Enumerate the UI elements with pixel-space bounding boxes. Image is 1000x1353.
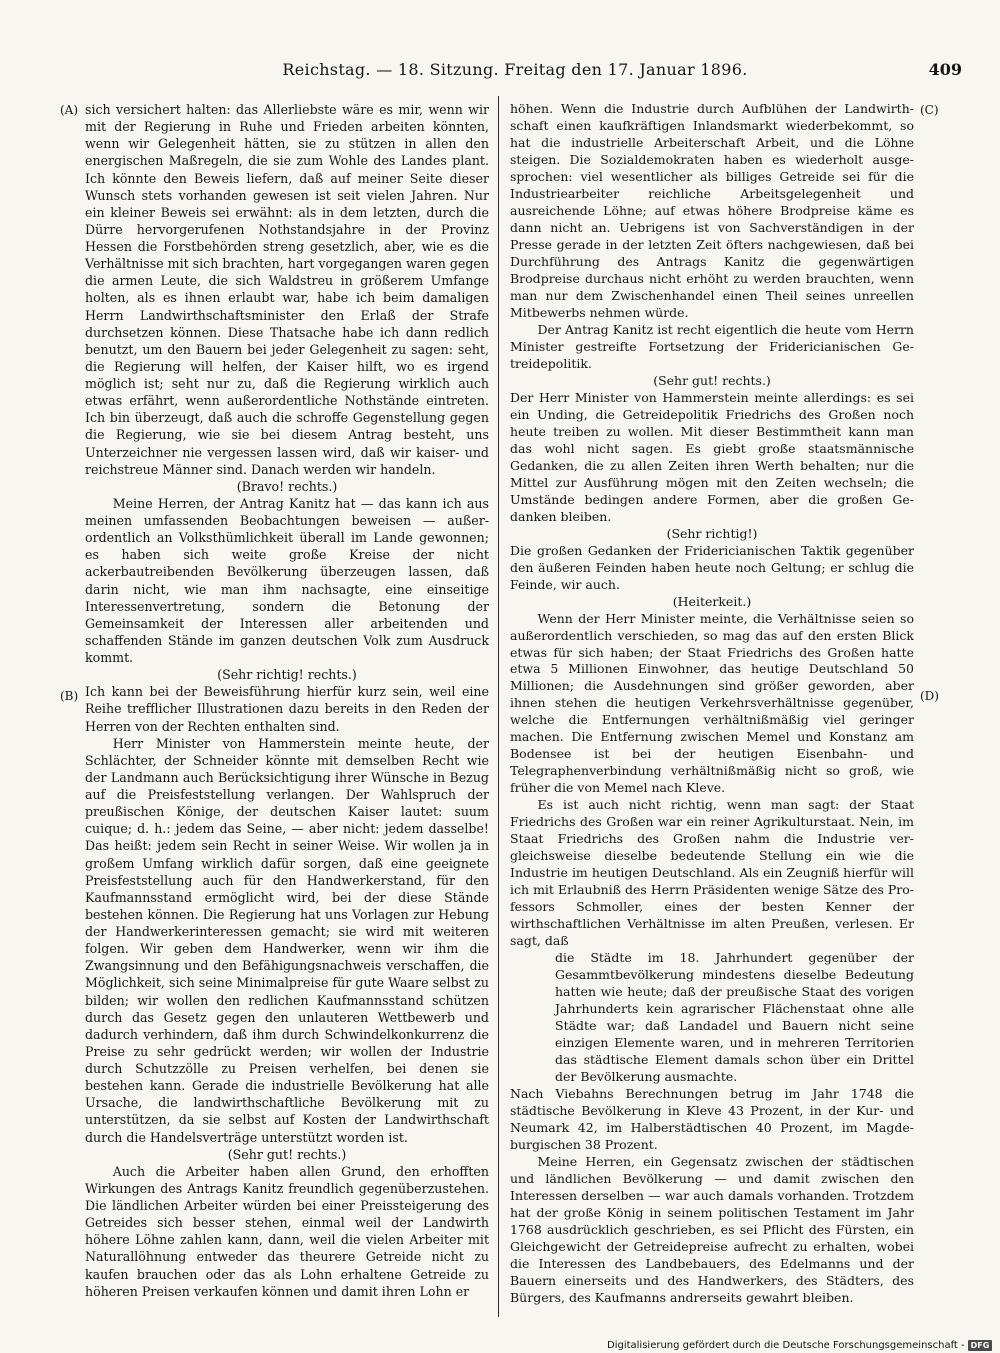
paragraph: Die großen Gedanken der Fridericianischen Taktik gegenüber den äußeren Feinden haben heute noch Geltung; er schlug die Feinde, wir auch. <box>510 542 914 592</box>
paragraph: Meine Herren, ein Gegensatz zwischen der städtischen und ländlichen Bevölkerung — und damit zwischen den Interessen derselben — war auch damals vorhanden. Trotzdem hat der große König in seinem politischen Testament im Jahr 1768 ausdrücklich geschrieben, es sei Pflicht des Fürsten, ein Gleichgewicht der Getreidepreise aufrecht zu erhalten, wobei die Interessen des Landbebauers, des Edelmanns und der Bauern einerseits und des Handwerkers, des Städters, des Bürgers, des Kaufmanns andrerseits gewahrt bleiben. <box>510 1154 914 1305</box>
paragraph: höhen. Wenn die Industrie durch Aufblühen der Landwirthschaft einen kaufkräftigen Inlandsmarkt wiederbekommt, so hat die industrielle Arbeiterschaft Arbeit, und die Löhne steigen. Die Sozialdemokraten haben es wiederholt ausgesprochen: viel wesentlicher als billiges Getreide sei für die Industriearbeiter reichliche Arbeitsgelegenheit und ausreichende Löhne; auf etwas höhere Brodpreise käme es dann nicht an. Uebrigens ist von Sachverständigen in der Presse gerade in der letzten Zeit öfters nachgewiesen, daß bei Durchführung des Antrags Kanitz die gegenwärtigen Brodpreise durchaus nicht erhöht zu werden brauchten, wenn man nur dem Zwischenhandel einen Theil seines unreellen Mitbewerbs nehmen würde. <box>510 101 914 320</box>
margin-marker-c: (C) <box>920 103 939 117</box>
margin-marker-d: (D) <box>920 689 939 703</box>
footer-text: Digitalisierung gefördert durch die Deutsche Forschungsgemeinschaft - <box>607 1340 965 1351</box>
column-divider <box>498 96 499 1317</box>
paragraph: Wenn der Herr Minister meinte, die Verhältnisse seien so außerordentlich verschieden, so mag das auf den ersten Blick etwas für sich haben; der Staat Friedrichs des Großen hatte etwa 5 Millionen Einwohner, das heutige Deutschland 50 Millionen; die Ausdehnungen sind größer geworden, aber ihnen stehen die heutigen Verkehrsverhältnisse gegenüber, welche die Entfernungen verhältnißmäßig viel geringer machen. Die Entfernung zwischen Memel und Konstanz am Bodensee ist bei der heutigen Eisenbahn- und Telegraphenverbindung verhältnißmäßig nicht so groß, wie früher die von Memel nach Kleve. <box>510 610 914 796</box>
interjection: (Sehr gut! rechts.) <box>653 372 771 388</box>
interjection: (Sehr richtig! rechts.) <box>217 667 357 683</box>
margin-marker-b: (B) <box>60 689 79 703</box>
paragraph: sich versichert halten: das Allerliebste wäre es mir, wenn wir mit der Regierung in Ruhe und Frieden arbeiten könnten, wenn wir Gelegenheit hätten, sie zu stützen in allen den energischen Maßregeln, die sie zum Wohle des Landes plant. Ich könnte den Beweis liefern, daß auf meiner Seite dieser Wunsch stets vorhanden gewesen ist seit vielen Jahren. Nur ein kleiner Beweis sei erwähnt: als in dem letzten, durch die Dürre hervorgerufenen Nothstandsjahre in der Provinz Hessen die Forstbehörden streng gesetzlich, aber, wie es die Verhältnisse mit sich brachten, hart vorgegangen waren gegen die armen Leute, die sich Waldstreu in größerem Umfange holten, als es ihnen erlaubt war, habe ich beim damaligen Herrn Landwirthschaftsminister den Erlaß der Strafe durchsetzen können. Diese Thatsache habe ich dann redlich benutzt, um den Bauern bei jeder Gelegenheit zu sagen: seht, die Regierung will helfen, der Kaiser hilft, wo es irgend möglich ist; seht nur zu, daß die Regierung wirklich auch etwas erfährt, wenn außerordentliche Nothstände eintreten. Ich bin überzeugt, daß auch die schroffe Gegenstellung gegen die Regierung, wie sie bei diesem Antrag besteht, uns Unterzeichner nie vergessen lassen wird, daß wir kaiser- und reichstreue Männer sind. Danach werden wir handeln. <box>85 102 489 477</box>
digitization-footer <box>607 1339 988 1353</box>
interjection: (Sehr richtig!) <box>666 525 758 541</box>
paragraph: Der Herr Minister von Hammerstein meinte allerdings: es sei ein Unding, die Getreidepolitik Friedrichs des Großen noch heute treiben zu wollen. Mit dieser Bestimmtheit kann man das wohl nicht sagen. Es giebt große staatsmännische Gedanken, die zu allen Zeiten ihren Werth behalten; nur die Mittel zur Ausführung mögen mit den Zeiten wechseln; die Umstände bedingen andere Formen, aber die großen Gedanken bleiben. <box>510 389 914 524</box>
left-column <box>85 101 489 1300</box>
paragraph: Nach Viebahns Berechnungen betrug im Jahr 1748 die städtische Bevölkerung in Kleve 43 Prozent, in der Kur- und Neumark 42, im Halberstädtischen 40 Prozent, im Magdeburgischen 38 Prozent. <box>510 1086 914 1153</box>
block-quote: die Städte im 18. Jahrhundert gegenüber der Gesammtbevölkerung mindestens dieselbe Bedeutung hatten wie heute; daß der preußische Staat des vorigen Jahrhunderts kein agrarischer Flächenstaat ohne alle Städte war; daß Landadel und Bauern nicht seine einzigen Elemente waren, und in mehreren Territorien das städtische Element damals schon über ein Drittel der Bevölkerung ausmachte. <box>555 950 914 1085</box>
paragraph: Der Antrag Kanitz ist recht eigentlich die heute vom Herrn Minister gestreifte Fortsetzung der Fridericianischen Getreidepolitik. <box>510 321 914 371</box>
page-number: 409 <box>928 60 962 79</box>
paragraph: Meine Herren, der Antrag Kanitz hat — das kann ich aus meinen umfassenden Beobachtungen beweisen — außerordentlich an Volksthümlichkeit überall im Lande gewonnen; es haben sich weite große Kreise der nicht ackerbautreibenden Bevölkerung überzeugen lassen, daß darin nicht, wie man ihm nachsagte, eine einseitige Interessenvertretung, sondern die Betonung der Gemeinsamkeit der Interessen aller arbeitenden und schaffenden Stände im ganzen deutschen Volk zum Ausdruck kommt. <box>85 495 489 665</box>
paragraph: Es ist auch nicht richtig, wenn man sagt: der Staat Friedrichs des Großen war ein reiner Agrikulturstaat. Nein, im Staat Friedrichs des Großen nahm die Industrie vergleichsweise dieselbe bedeutende Stellung ein wie die Industrie im heutigen Deutschland. Als ein Zeugniß hierfür will ich mit Erlaubniß des Herrn Präsidenten wenige Sätze des Professors Schmoller, eines der besten Kenner der wirthschaftlichen Verhältnisse im alten Preußen, verlesen. Er sagt, daß <box>510 797 914 949</box>
right-column <box>510 101 914 1307</box>
paragraph: Herr Minister von Hammerstein meinte heute, der Schlächter, der Schneider könnte mit demselben Recht wie der Landmann auch Berücksichtigung ihrer Wünsche in Bezug auf die Preisfeststellung verlangen. Der Wahlspruch der preußischen Könige, der deutschen Kaiser lautet: suum cuique; d. h.: jedem das Seine, — aber nicht: jedem dasselbe! Das heißt: jedem sein Recht in seiner Weise. Wir wollen ja in großem Umfang wirklich dafür sorgen, daß eine geeignete Preisfeststellung auch für den Handwerkerstand, für den Kaufmannsstand ermöglicht wird, bei der diese Stände bestehen können. Die Regierung hat uns Vorlagen zur Hebung der Handwerkerinteressen gemacht; sie wird mit weiteren folgen. Wir geben dem Handwerker, wenn wir ihm die Zwangsinnung und den Befähigungsnachweis verschaffen, die Möglichkeit, sich seine Minimalpreise für gute Waare selbst zu bilden; wir wollen den redlichen Kaufmannsstand schützen durch das Gesetz gegen den unlauteren Wettbewerb und dadurch verhindern, daß ihm durch Schwindelkonkurrenz die Preise zu sehr gedrückt werden; wir wollen der Industrie durch Schutzzölle zu Preisen verhelfen, bei denen sie bestehen kann. Gerade die industrielle Bevölkerung hat alle Ursache, die landwirthschaftliche Bevölkerung mit zu unterstützen, da sie selbst auf Kosten der Landwirthschaft durch die Handelsverträge unterstützt worden ist. <box>85 735 489 1145</box>
interjection: (Heiterkeit.) <box>672 593 752 609</box>
header-title: Reichstag. — 18. Sitzung. Freitag den 17. Januar 1896. <box>282 60 748 79</box>
paragraph: Ich kann bei der Beweisführung hierfür kurz sein, weil eine Reihe trefflicher Illustrationen dazu bereits in den Reden der Herren von der Rechten enthalten sind. <box>85 684 489 734</box>
margin-marker-a: (A) <box>60 103 79 117</box>
running-header <box>40 58 990 84</box>
dfg-logo: DFG <box>968 1340 993 1351</box>
paragraph: Auch die Arbeiter haben allen Grund, den erhofften Wirkungen des Antrags Kanitz freundlich gegenüberzustehen. Die ländlichen Arbeiter würden bei einer Preissteigerung des Getreides sich besser stehen, einmal weil der Landwirth höhere Löhne zahlen kann, dann, weil die vielen Arbeiter mit Naturallöhnung entweder das theurere Getreide nicht zu kaufen brauchen oder das als Lohn erhaltene Getreide zu höheren Preisen verkaufen können und damit ihren Lohn er <box>85 1163 489 1299</box>
interjection: (Bravo! rechts.) <box>236 478 338 494</box>
interjection: (Sehr gut! rechts.) <box>227 1146 347 1162</box>
